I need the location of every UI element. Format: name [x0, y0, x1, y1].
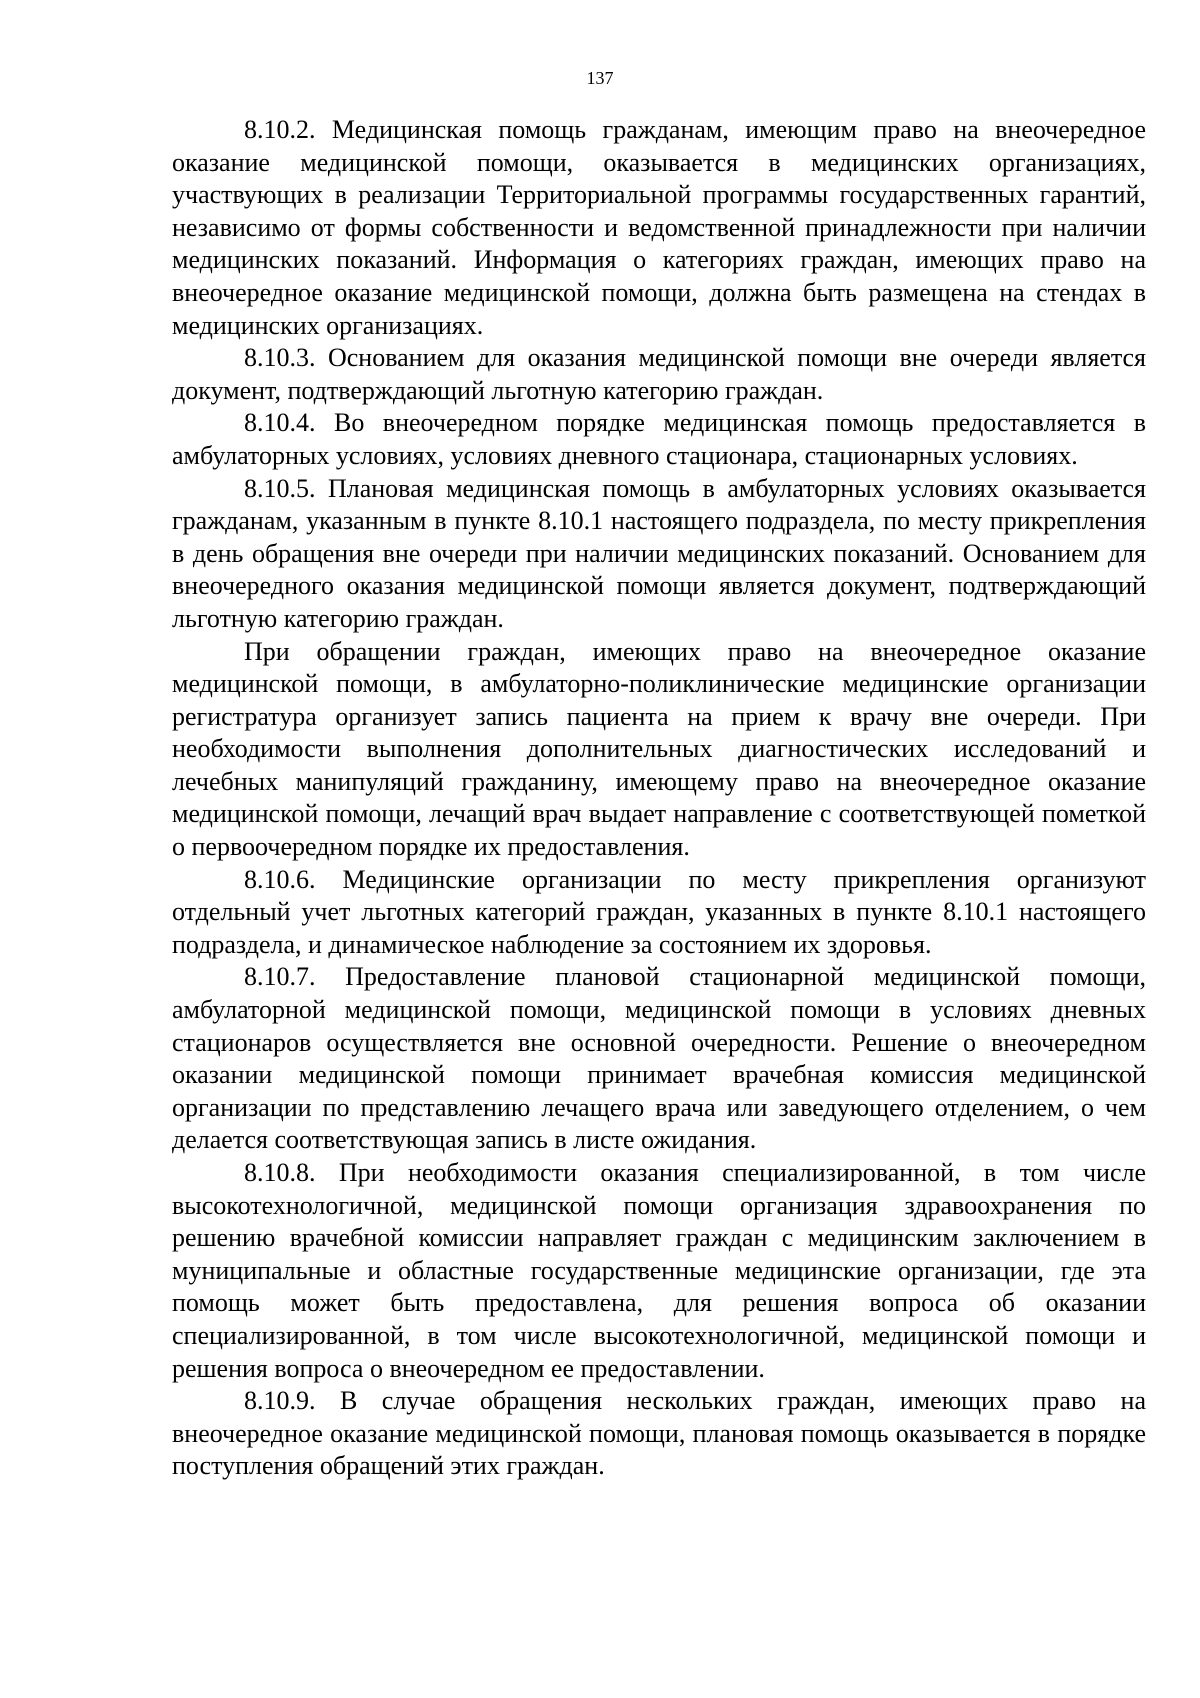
paragraph-8-10-8: 8.10.8. При необходимости оказания специализированной, в том числе высокотехнологичной, медицинской помощи организация здравоохранения по решению врачебной комиссии направляет граждан с медицинским заключением в муниципальные и областные государственные медицинские организации, где эта помощь может быть предоставлена, для решения вопроса об оказании специализированной, в том числе высокотехнологичной, медицинской помощи и решения вопроса о внеочередном ее предоставлении.	[172, 1158, 1146, 1383]
paragraph-8-10-4: 8.10.4. Во внеочередном порядке медицинская помощь предоставляется в амбулаторных условиях, условиях дневного стационара, стационарных условиях.	[172, 408, 1146, 470]
paragraph-8-10-7: 8.10.7. Предоставление плановой стационарной медицинской помощи, амбулаторной медицинской помощи, медицинской помощи в условиях дневных стационаров осуществляется вне основной очередности. Решение о внеочередном оказании медицинской помощи принимает врачебная комиссия медицинской организации по представлению лечащего врача или заведующего отделением, о чем делается соответствующая запись в листе ожидания.	[172, 962, 1146, 1155]
paragraph-8-10-6: 8.10.6. Медицинские организации по месту прикрепления организуют отдельный учет льготных категорий граждан, указанных в пункте 8.10.1 настоящего подраздела, и динамическое наблюдение за состоянием их здоровья.	[172, 864, 1146, 959]
paragraph-8-10-9: 8.10.9. В случае обращения нескольких граждан, имеющих право на внеочередное оказание медицинской помощи, плановая помощь оказывается в порядке поступления обращений этих граждан.	[172, 1386, 1146, 1481]
page-number: 137	[586, 68, 614, 88]
paragraph-8-10-5: 8.10.5. Плановая медицинская помощь в амбулаторных условиях оказывается гражданам, указанным в пункте 8.10.1 настоящего подраздела, по месту прикрепления в день обращения вне очереди при наличии медицинских показаний. Основанием для внеочередного оказания медицинской помощи является документ, подтверждающий льготную категорию граждан.	[172, 473, 1146, 633]
paragraph-8-10-2: 8.10.2. Медицинская помощь гражданам, имеющим право на внеочередное оказание медицинской помощи, оказывается в медицинских организациях, участвующих в реализации Территориальной программы государственных гарантий, независимо от формы собственности и ведомственной принадлежности при наличии медицинских показаний. Информация о категориях граждан, имеющих право на внеочередное оказание медицинской помощи, должна быть размещена на стендах в медицинских организациях.	[172, 115, 1146, 340]
paragraph-8-10-3: 8.10.3. Основанием для оказания медицинской помощи вне очереди является документ, подтверждающий льготную категорию граждан.	[172, 343, 1146, 405]
paragraph-8-10-5-continued: При обращении граждан, имеющих право на внеочередное оказание медицинской помощи, в амбулаторно-поликлинические медицинские организации регистратура организует запись пациента на прием к врачу вне очереди. При необходимости выполнения дополнительных диагностических исследований и лечебных манипуляций гражданину, имеющему право на внеочередное оказание медицинской помощи, лечащий врач выдает направление с соответствующей пометкой о первоочередном порядке их предоставления.	[172, 636, 1146, 862]
document-body	[172, 114, 1146, 1483]
